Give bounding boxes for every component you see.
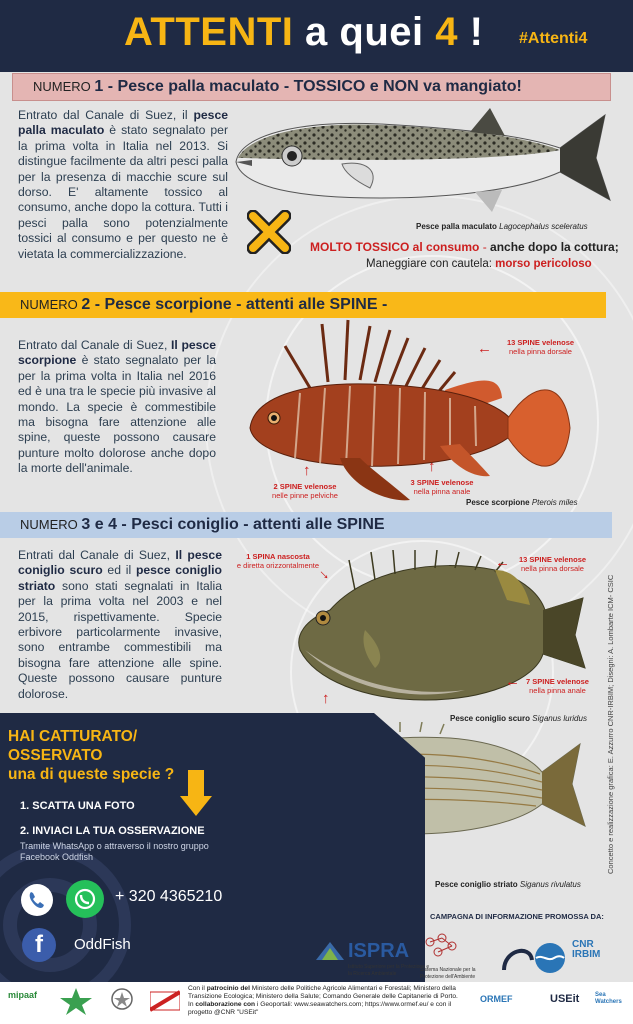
section-3-text: Entrati dal Canale di Suez, Il pesce coniglio scuro ed il pesce coniglio striato sono stati segnalati in Italia per la prima volta nel 2003 e nel 2015, rispettivamente. Specie erbivore particolarmente invasive, sono entrambe commestibili ma bisogna fare attenzione alle spine. Queste possono causare punture dolorose.	[18, 548, 222, 701]
page-title: ATTENTI a quei 4 !	[124, 10, 484, 54]
lionfish-anal-label: 3 SPINE velenose nella pinna anale	[410, 478, 474, 496]
pufferfish-caption: Pesce palla maculato Lagocephalus sceleratus	[416, 222, 588, 231]
irbim-logo: CNR IRBIM	[572, 939, 601, 960]
whatsapp-icon[interactable]	[66, 880, 104, 918]
rabbitfish-anal-label: 7 SPINE velenose nella pinna anale	[526, 677, 589, 695]
toxic-warning: MOLTO TOSSICO al consumo - anche dopo la cottura;	[310, 240, 619, 254]
rabbitfish-hidden-spine-label: 1 SPINA nascosta e diretta orizzontalmente	[236, 552, 320, 570]
section-1-text: Entrato dal Canale di Suez, il pesce palla maculato è stato segnalato per la prima volta in Italia nel 2013. Si distingue facilmente da altri pesci palla per la presenza di macchie scure sul dorso. E' altamente tossico al consumo, anche dopo la cottura. Tutti i pesci palla sono potenzialmente tossici al consumo e per questo ne è vietata la commercializzazione.	[18, 108, 228, 261]
ministry-health-logo	[104, 986, 140, 1016]
handling-warning: Maneggiare con cautela: morso pericoloso	[366, 258, 592, 270]
snpa-logo-icon	[420, 932, 465, 962]
cnr-logo-icon	[500, 940, 570, 974]
coast-guard-logo	[150, 988, 180, 1014]
cnr-logo	[500, 940, 570, 979]
facebook-group[interactable]: OddFish	[74, 936, 131, 953]
section-2-heading: NUMERO 2 - Pesce scorpione - attenti alle SPINE -	[0, 292, 606, 318]
arrow-icon: ↑	[303, 462, 311, 479]
section-2-text: Entrato dal Canale di Suez, Il pesce scorpione è stato segnalato per la per la prima volta in Italia nel 2016 ed è una tra le specie più invasive al mondo. La specie è commestibile ma bisogna fare attenzione alle spine, queste possono causare punture molto dolorose anche dopo la morte dell'animale.	[18, 338, 216, 476]
danger-x-icon	[247, 210, 291, 254]
campaign-label: CAMPAGNA DI INFORMAZIONE PROMOSSA DA:	[430, 912, 604, 921]
arrow-icon: ↑	[428, 458, 436, 475]
section-1-heading: NUMERO 1 - Pesce palla maculato - TOSSICO e NON va mangiato!	[12, 73, 611, 101]
arrow-icon: ←	[505, 673, 520, 690]
credits-text: Con il patrocinio del Ministero delle Politiche Agricole Alimentari e Forestali; Ministero della Transizione Ecologica; Ministero della Salute; Comando Generale delle Capitanerie di Porto. In collaborazione con i Geoportali: www.seawatchers.com; https://www.ormef.eu/ e con il progetto @CNR "USEit"	[188, 985, 458, 1016]
phone-number[interactable]: + 320 4365210	[115, 888, 223, 905]
step-2: 2. INVIACI LA TUA OSSERVAZIONE	[20, 825, 205, 837]
snpa-logo: Sistema Nazionale per la Protezione dell'Ambiente	[420, 932, 495, 981]
panel-question: HAI CATTURATO/ OSSERVATO una di queste specie ?	[8, 728, 175, 783]
phone-icon[interactable]	[21, 884, 53, 916]
striped-rabbitfish-caption: Pesce coniglio striato Siganus rivulatus	[435, 880, 581, 889]
ispra-logo-icon	[314, 940, 346, 964]
lionfish-caption: Pesce scorpione Pterois miles	[466, 498, 578, 507]
mipaaf-logo: mipaaf	[8, 990, 38, 1000]
lionfish-pelvic-label: 2 SPINE velenose nelle pinne pelviche	[272, 482, 338, 500]
down-arrow-icon	[180, 768, 212, 818]
side-credit: Concetto e realizzazione grafica: E. Azzurro CNR-IRBIM; Disegni: A. Lombarte ICM- CSIC	[606, 574, 615, 874]
section-3-heading: NUMERO 3 e 4 - Pesci coniglio - attenti alle SPINE	[0, 512, 612, 538]
seawatchers-logo: Sea Watchers	[595, 992, 622, 1005]
step-1: 1. SCATTA UNA FOTO	[20, 800, 135, 812]
ministry-ecology-logo	[56, 986, 96, 1016]
ormef-logo: ORMEF	[480, 994, 513, 1004]
pufferfish-illustration	[230, 100, 625, 220]
rabbitfish-dorsal-label: 13 SPINE velenose nella pinna dorsale	[518, 555, 587, 573]
arrow-icon: →	[314, 562, 337, 585]
step-2-note: Tramite WhatsApp o attraverso il nostro gruppo Facebook Oddfish	[20, 841, 209, 862]
dark-rabbitfish-caption: Pesce coniglio scuro Siganus luridus	[450, 714, 587, 723]
useit-logo: USEit	[550, 993, 580, 1005]
lionfish-dorsal-label: 13 SPINE velenose nella pinna dorsale	[506, 338, 575, 356]
arrow-icon: ←	[495, 554, 510, 571]
arrow-icon: ←	[477, 340, 492, 357]
hashtag: #Attenti4	[519, 30, 588, 47]
facebook-icon[interactable]: f	[22, 928, 56, 962]
arrow-icon: ↑	[322, 690, 330, 707]
